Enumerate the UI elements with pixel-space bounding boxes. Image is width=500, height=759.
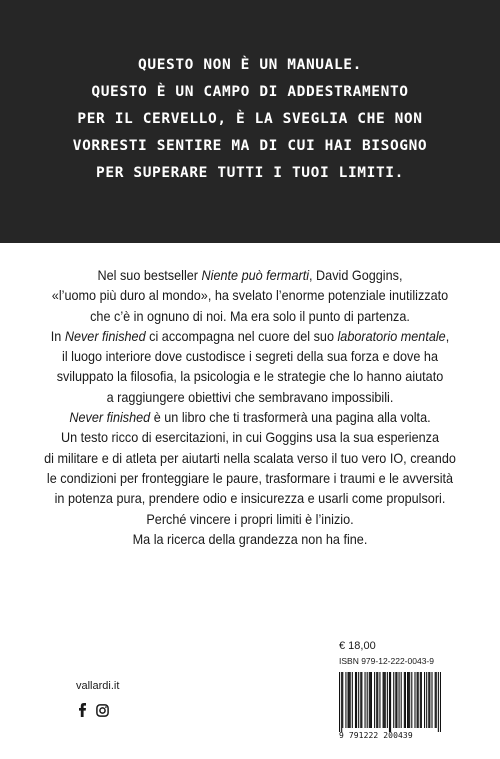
barcode-bar — [370, 672, 371, 728]
publisher-footer — [76, 680, 119, 692]
headline-line-4: VORRESTI SENTIRE MA DI CUI HAI BISOGNO — [72, 138, 428, 154]
blurb-line-5: il luogo interiore dove custodisce i segreti della sua forza e dove ha — [62, 349, 438, 365]
blurb-line-8 — [18, 408, 483, 428]
barcode-bar — [438, 672, 439, 732]
barcode-bar — [379, 672, 380, 728]
barcode-bar — [436, 672, 437, 728]
blurb-line-4 — [18, 327, 483, 347]
barcode-bar — [361, 672, 362, 728]
price-block — [339, 640, 441, 666]
barcode-bar — [414, 672, 415, 728]
barcode-bar — [435, 672, 436, 728]
barcode-bar — [426, 672, 427, 728]
barcode-bar — [371, 672, 372, 728]
barcode-bar — [428, 672, 429, 728]
barcode-bar — [440, 672, 441, 732]
barcode-bar — [376, 672, 377, 728]
barcode-bar — [395, 672, 396, 728]
barcode-bar — [424, 672, 425, 728]
barcode-bar — [405, 672, 406, 728]
barcode-bar — [374, 672, 375, 728]
book-blurb — [0, 266, 500, 550]
barcode-bar — [383, 672, 384, 728]
barcode-bar — [341, 672, 342, 732]
blurb-line-3: che c’è in ognuno di noi. Ma era solo il punto di partenza. — [90, 308, 410, 324]
barcode-bar — [431, 672, 432, 728]
blurb-text: , — [445, 328, 450, 344]
barcode-number: 9 791222 200439 — [339, 731, 413, 740]
barcode-bar — [348, 672, 349, 728]
blurb-text: Nel suo bestseller — [97, 268, 202, 283]
barcode-bar — [369, 672, 370, 728]
barcode-bar — [360, 672, 361, 728]
blurb-text: In — [50, 328, 65, 344]
barcode-bar — [367, 672, 368, 728]
blurb-line-7: a raggiungere obiettivi che sembravano impossibili. — [106, 389, 394, 405]
instagram-icon[interactable] — [96, 704, 109, 717]
blurb-line-1 — [18, 266, 483, 286]
blurb-text: ci accompagna nel cuore del suo — [145, 328, 338, 344]
headline-line-3: PER IL CERVELLO, È LA SVEGLIA CHE NON — [77, 111, 423, 127]
barcode — [339, 672, 441, 738]
barcode-bar — [421, 672, 422, 728]
blurb-line-2: «l’uomo più duro al mondo», ha svelato l’enorme potenziale inutilizzato — [51, 288, 449, 304]
isbn-label: ISBN 979-12-222-0043-9 — [339, 656, 434, 666]
barcode-bar — [399, 672, 400, 728]
barcode-bar — [385, 672, 386, 728]
barcode-bar — [352, 672, 353, 728]
blurb-line-9: Un testo ricco di esercitazioni, in cui Goggins usa la sua esperienza — [60, 430, 440, 446]
book-title-italic: Never finished — [64, 328, 146, 344]
barcode-bar — [356, 672, 357, 728]
barcode-bar — [390, 672, 391, 732]
headline — [0, 52, 500, 187]
barcode-bar — [409, 672, 410, 728]
barcode-bar — [417, 672, 418, 728]
barcode-bar — [396, 672, 397, 728]
barcode-bar — [355, 672, 356, 728]
blurb-text: , David Goggins, — [309, 268, 403, 283]
emphasis-italic: laboratorio mentale — [337, 328, 446, 344]
social-links — [78, 703, 109, 717]
barcode-bar — [389, 672, 390, 732]
blurb-line-10: di militare e di atleta per aiutarti nella scalata verso il tuo vero IO, creando — [44, 450, 456, 466]
blurb-text: è un libro che ti trasformerà una pagina alla volta. — [150, 410, 431, 426]
barcode-bar — [342, 672, 343, 728]
barcode-bar — [350, 672, 351, 728]
barcode-bar — [365, 672, 366, 728]
barcode-bar — [339, 672, 340, 732]
book-title-italic: Never finished — [69, 410, 151, 426]
barcode-bar — [418, 672, 419, 728]
headline-line-5: PER SUPERARE TUTTI I TUOI LIMITI. — [96, 165, 404, 181]
barcode-bars — [339, 672, 441, 732]
barcode-bar — [387, 672, 388, 728]
headline-line-2: QUESTO È UN CAMPO DI ADDESTRAMENTO — [91, 84, 409, 100]
barcode-bar — [377, 672, 378, 728]
barcode-bar — [429, 672, 430, 728]
blurb-line-12: in potenza pura, prendere odio e insicurezza e usarli come propulsori. — [54, 491, 446, 507]
headline-line-1: QUESTO NON È UN MANUALE. — [138, 57, 362, 73]
back-cover-dark-band — [0, 0, 500, 243]
blurb-line-6: sviluppato la filosofia, la psicologia e le strategie che lo hanno aiutato — [56, 369, 444, 385]
book-title-italic: Niente può fermarti — [201, 268, 310, 283]
barcode-bar — [404, 672, 405, 728]
price-label: € 18,00 — [339, 640, 376, 652]
barcode-bar — [393, 672, 394, 728]
barcode-bar — [401, 672, 402, 728]
barcode-bar — [349, 672, 350, 728]
barcode-bar — [345, 672, 346, 728]
barcode-bar — [411, 672, 412, 728]
barcode-bar — [384, 672, 385, 728]
barcode-bar — [408, 672, 409, 728]
blurb-line-11: le condizioni per fronteggiare le paure, trasformare i traumi e le avversità — [46, 470, 454, 486]
facebook-icon[interactable] — [78, 703, 87, 717]
blurb-line-13: Perché vincere i propri limiti è l’inizio. — [146, 511, 354, 527]
barcode-bar — [420, 672, 421, 728]
barcode-bar — [358, 672, 359, 728]
blurb-line-14: Ma la ricerca della grandezza non ha fine. — [132, 531, 368, 547]
publisher-site-link[interactable]: vallardi.it — [76, 680, 120, 692]
barcode-bar — [407, 672, 408, 728]
